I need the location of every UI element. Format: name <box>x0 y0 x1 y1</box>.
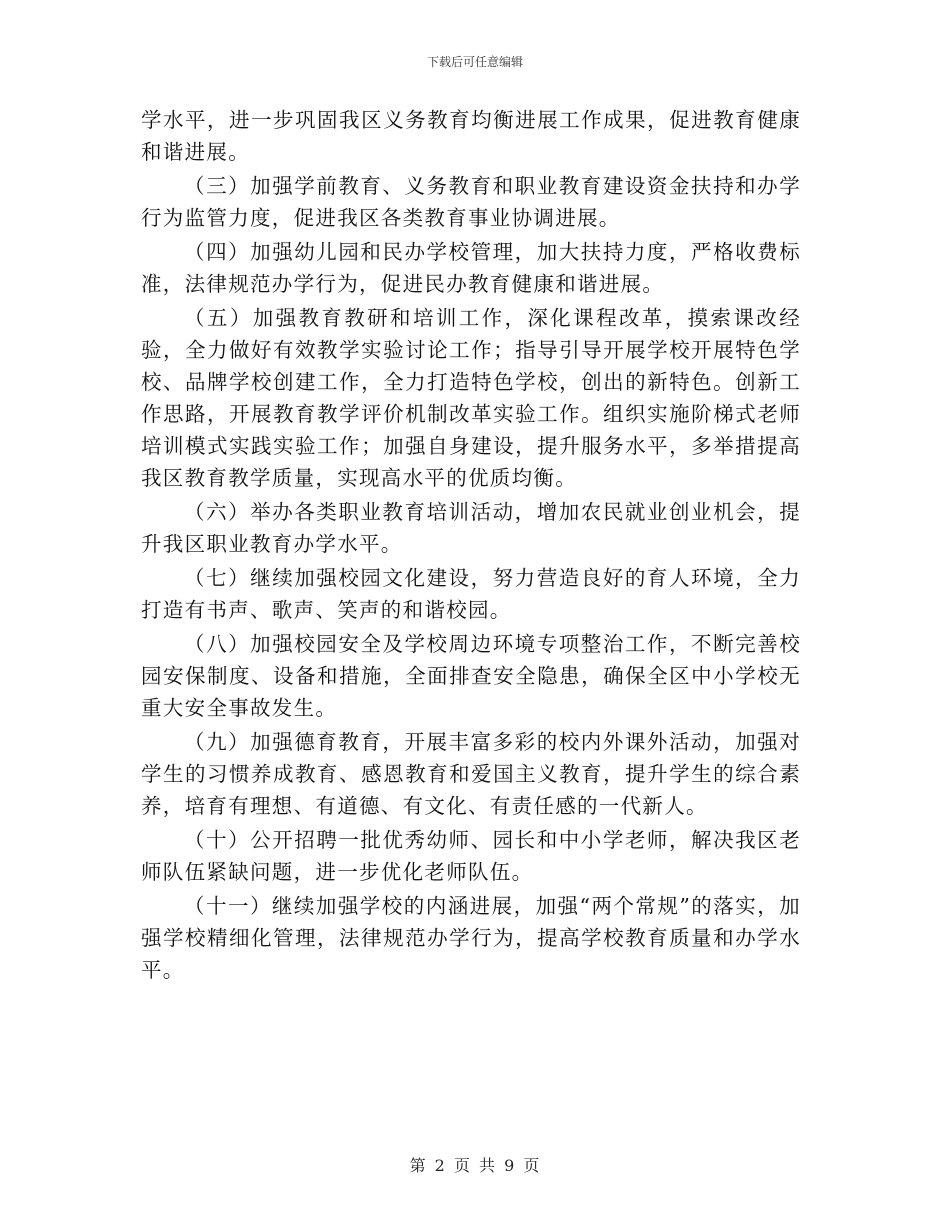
page-header-note: 下载后可任意编辑 <box>426 55 523 69</box>
paragraph-item-4: （四）加强幼儿园和民办学校管理，加大扶持力度，严格收费标准，法律规范办学行为，促进民办教育健康和谐进展。 <box>141 240 801 296</box>
paragraph-item-5: （五）加强教育教研和培训工作，深化课程改革，摸索课改经验，全力做好有效教学实验讨论工作；指导引导开展学校开展特色学校、品牌学校创建工作，全力打造特色学校，创出的新特色。创新工作思路，开展教育教学评价机制改革实验工作。组织实施阶梯式老师培训模式实践实验工作；加强自身建设，提升服务水平，多举措提高我区教育教学质量，实现高水平的优质均衡。 <box>141 306 801 490</box>
paragraph-item-7: （七）继续加强校园文化建设，努力营造良好的育人环境，全力打造有书声、歌声、笑声的和谐校园。 <box>141 566 801 622</box>
document-body <box>141 104 801 988</box>
paragraph-item-11: （十一）继续加强学校的内涵进展，加强“两个常规”的落实，加强学校精细化管理，法律规范办学行为，提高学校教育质量和办学水平。 <box>141 894 801 982</box>
paragraph-item-3: （三）加强学前教育、义务教育和职业教育建设资金扶持和办学行为监管力度，促进我区各类教育事业协调进展。 <box>141 174 801 230</box>
page-number: 第 2 页 共 9 页 <box>409 1156 541 1175</box>
paragraph-item-8: （八）加强校园安全及学校周边环境专项整治工作，不断完善校园安保制度、设备和措施，全面排查安全隐患，确保全区中小学校无重大安全事故发生。 <box>141 632 801 720</box>
paragraph-item-6: （六）举办各类职业教育培训活动，增加农民就业创业机会，提升我区职业教育办学水平。 <box>141 500 801 556</box>
paragraph-item-9: （九）加强德育教育，开展丰富多彩的校内外课外活动，加强对学生的习惯养成教育、感恩教育和爱国主义教育，提升学生的综合素养，培育有理想、有道德、有文化、有责任感的一代新人。 <box>141 730 801 818</box>
paragraph-continuation: 学水平，进一步巩固我区义务教育均衡进展工作成果，促进教育健康和谐进展。 <box>141 108 801 164</box>
paragraph-item-10: （十）公开招聘一批优秀幼师、园长和中小学老师，解决我区老师队伍紧缺问题，进一步优化老师队伍。 <box>141 828 801 884</box>
